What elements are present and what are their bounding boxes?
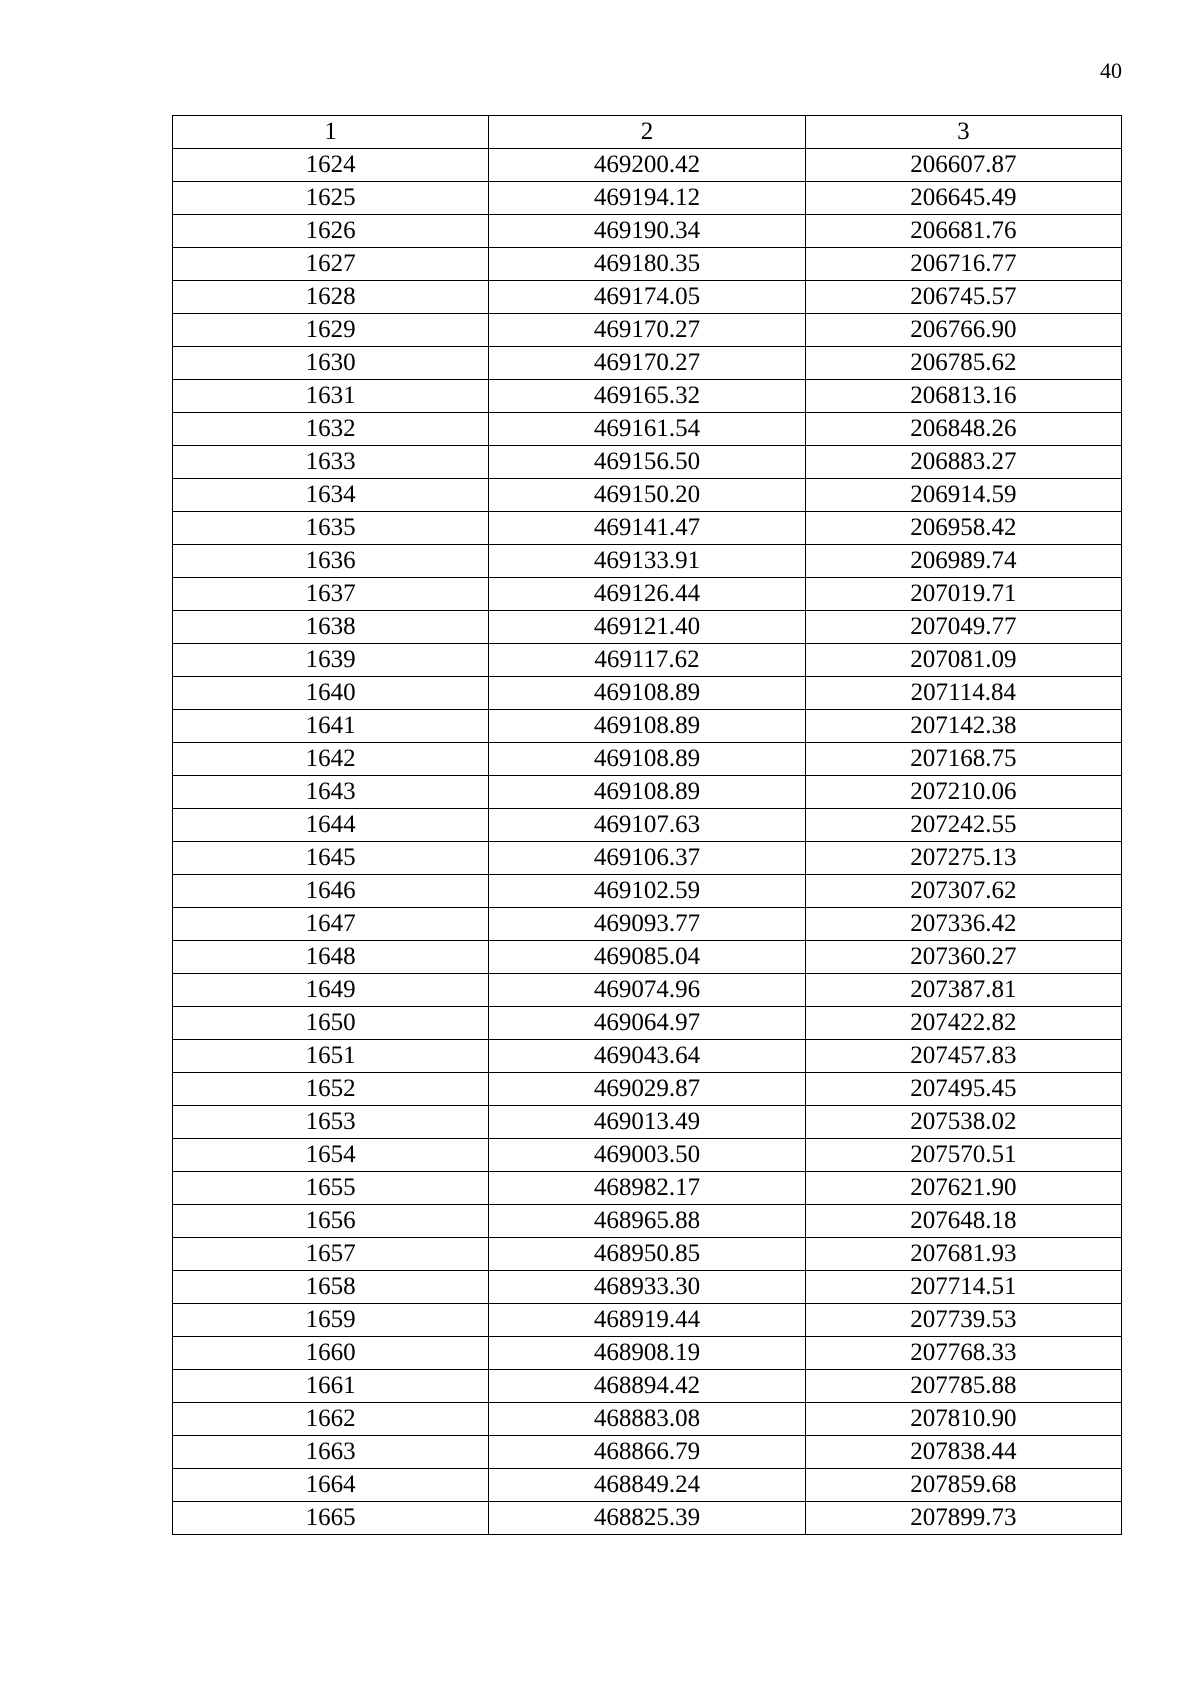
y-coordinate-cell: 207275.13 bbox=[805, 842, 1121, 875]
table-row bbox=[173, 677, 1122, 710]
table-row bbox=[173, 380, 1122, 413]
y-coordinate-cell: 206914.59 bbox=[805, 479, 1121, 512]
y-coordinate-cell: 207570.51 bbox=[805, 1139, 1121, 1172]
point-number-cell: 1637 bbox=[173, 578, 489, 611]
table-row bbox=[173, 149, 1122, 182]
table-row bbox=[173, 1139, 1122, 1172]
x-coordinate-cell: 468919.44 bbox=[489, 1304, 805, 1337]
table-row bbox=[173, 182, 1122, 215]
y-coordinate-cell: 207422.82 bbox=[805, 1007, 1121, 1040]
table-row bbox=[173, 446, 1122, 479]
point-number-cell: 1644 bbox=[173, 809, 489, 842]
point-number-cell: 1635 bbox=[173, 512, 489, 545]
x-coordinate-cell: 468825.39 bbox=[489, 1502, 805, 1535]
point-number-cell: 1631 bbox=[173, 380, 489, 413]
x-coordinate-cell: 469161.54 bbox=[489, 413, 805, 446]
table-row bbox=[173, 1007, 1122, 1040]
point-number-cell: 1643 bbox=[173, 776, 489, 809]
y-coordinate-cell: 206785.62 bbox=[805, 347, 1121, 380]
point-number-cell: 1640 bbox=[173, 677, 489, 710]
x-coordinate-cell: 468933.30 bbox=[489, 1271, 805, 1304]
table-row bbox=[173, 479, 1122, 512]
x-coordinate-cell: 469194.12 bbox=[489, 182, 805, 215]
x-coordinate-cell: 469093.77 bbox=[489, 908, 805, 941]
x-coordinate-cell: 469107.63 bbox=[489, 809, 805, 842]
x-coordinate-cell: 468866.79 bbox=[489, 1436, 805, 1469]
table-row bbox=[173, 1040, 1122, 1073]
point-number-cell: 1659 bbox=[173, 1304, 489, 1337]
coordinates-table bbox=[172, 115, 1122, 1535]
table-row bbox=[173, 710, 1122, 743]
x-coordinate-cell: 469108.89 bbox=[489, 710, 805, 743]
x-coordinate-cell: 469108.89 bbox=[489, 776, 805, 809]
x-coordinate-cell: 469003.50 bbox=[489, 1139, 805, 1172]
point-number-cell: 1645 bbox=[173, 842, 489, 875]
x-coordinate-cell: 469043.64 bbox=[489, 1040, 805, 1073]
y-coordinate-cell: 206813.16 bbox=[805, 380, 1121, 413]
x-coordinate-cell: 469126.44 bbox=[489, 578, 805, 611]
y-coordinate-cell: 207210.06 bbox=[805, 776, 1121, 809]
point-number-cell: 1665 bbox=[173, 1502, 489, 1535]
y-coordinate-cell: 207681.93 bbox=[805, 1238, 1121, 1271]
table-row bbox=[173, 1436, 1122, 1469]
point-number-cell: 1660 bbox=[173, 1337, 489, 1370]
point-number-cell: 1647 bbox=[173, 908, 489, 941]
x-coordinate-cell: 469106.37 bbox=[489, 842, 805, 875]
point-number-cell: 1624 bbox=[173, 149, 489, 182]
y-coordinate-cell: 206766.90 bbox=[805, 314, 1121, 347]
point-number-cell: 1630 bbox=[173, 347, 489, 380]
point-number-cell: 1664 bbox=[173, 1469, 489, 1502]
point-number-cell: 1641 bbox=[173, 710, 489, 743]
y-coordinate-cell: 206848.26 bbox=[805, 413, 1121, 446]
point-number-cell: 1634 bbox=[173, 479, 489, 512]
x-coordinate-cell: 469085.04 bbox=[489, 941, 805, 974]
table-row bbox=[173, 809, 1122, 842]
y-coordinate-cell: 207648.18 bbox=[805, 1205, 1121, 1238]
x-coordinate-cell: 469117.62 bbox=[489, 644, 805, 677]
x-coordinate-cell: 469029.87 bbox=[489, 1073, 805, 1106]
y-coordinate-cell: 206989.74 bbox=[805, 545, 1121, 578]
y-coordinate-cell: 206883.27 bbox=[805, 446, 1121, 479]
y-coordinate-cell: 207714.51 bbox=[805, 1271, 1121, 1304]
x-coordinate-cell: 468982.17 bbox=[489, 1172, 805, 1205]
point-number-cell: 1638 bbox=[173, 611, 489, 644]
x-coordinate-cell: 469108.89 bbox=[489, 743, 805, 776]
table-row bbox=[173, 875, 1122, 908]
point-number-cell: 1650 bbox=[173, 1007, 489, 1040]
table-row bbox=[173, 1370, 1122, 1403]
x-coordinate-cell: 469064.97 bbox=[489, 1007, 805, 1040]
x-coordinate-cell: 468908.19 bbox=[489, 1337, 805, 1370]
table-header bbox=[173, 116, 1122, 149]
table-row bbox=[173, 974, 1122, 1007]
x-coordinate-cell: 469170.27 bbox=[489, 347, 805, 380]
y-coordinate-cell: 207142.38 bbox=[805, 710, 1121, 743]
table-row bbox=[173, 545, 1122, 578]
point-number-cell: 1639 bbox=[173, 644, 489, 677]
table-row bbox=[173, 413, 1122, 446]
y-coordinate-cell: 207387.81 bbox=[805, 974, 1121, 1007]
table-row bbox=[173, 1403, 1122, 1436]
table-row bbox=[173, 1238, 1122, 1271]
x-coordinate-cell: 468894.42 bbox=[489, 1370, 805, 1403]
point-number-cell: 1649 bbox=[173, 974, 489, 1007]
y-coordinate-cell: 207049.77 bbox=[805, 611, 1121, 644]
table-row bbox=[173, 578, 1122, 611]
point-number-cell: 1656 bbox=[173, 1205, 489, 1238]
table-row bbox=[173, 1337, 1122, 1370]
x-coordinate-cell: 469200.42 bbox=[489, 149, 805, 182]
point-number-cell: 1632 bbox=[173, 413, 489, 446]
table-row bbox=[173, 248, 1122, 281]
table-row bbox=[173, 1271, 1122, 1304]
table-row bbox=[173, 611, 1122, 644]
table-row bbox=[173, 347, 1122, 380]
table-row bbox=[173, 1172, 1122, 1205]
y-coordinate-cell: 206681.76 bbox=[805, 215, 1121, 248]
point-number-cell: 1655 bbox=[173, 1172, 489, 1205]
x-coordinate-cell: 469174.05 bbox=[489, 281, 805, 314]
point-number-cell: 1642 bbox=[173, 743, 489, 776]
point-number-cell: 1646 bbox=[173, 875, 489, 908]
column-header-1: 1 bbox=[173, 116, 489, 149]
page-number: 40 bbox=[1100, 58, 1122, 83]
y-coordinate-cell: 207360.27 bbox=[805, 941, 1121, 974]
table-row bbox=[173, 1205, 1122, 1238]
point-number-cell: 1626 bbox=[173, 215, 489, 248]
x-coordinate-cell: 469108.89 bbox=[489, 677, 805, 710]
x-coordinate-cell: 469180.35 bbox=[489, 248, 805, 281]
point-number-cell: 1625 bbox=[173, 182, 489, 215]
point-number-cell: 1663 bbox=[173, 1436, 489, 1469]
table-row bbox=[173, 908, 1122, 941]
x-coordinate-cell: 468950.85 bbox=[489, 1238, 805, 1271]
x-coordinate-cell: 469150.20 bbox=[489, 479, 805, 512]
table-row bbox=[173, 1304, 1122, 1337]
table-row bbox=[173, 512, 1122, 545]
table-row bbox=[173, 215, 1122, 248]
point-number-cell: 1654 bbox=[173, 1139, 489, 1172]
point-number-cell: 1636 bbox=[173, 545, 489, 578]
point-number-cell: 1658 bbox=[173, 1271, 489, 1304]
table-body bbox=[173, 149, 1122, 1535]
x-coordinate-cell: 468965.88 bbox=[489, 1205, 805, 1238]
y-coordinate-cell: 207538.02 bbox=[805, 1106, 1121, 1139]
y-coordinate-cell: 207899.73 bbox=[805, 1502, 1121, 1535]
y-coordinate-cell: 206607.87 bbox=[805, 149, 1121, 182]
x-coordinate-cell: 469074.96 bbox=[489, 974, 805, 1007]
x-coordinate-cell: 469156.50 bbox=[489, 446, 805, 479]
x-coordinate-cell: 469121.40 bbox=[489, 611, 805, 644]
column-header-2: 2 bbox=[489, 116, 805, 149]
y-coordinate-cell: 207019.71 bbox=[805, 578, 1121, 611]
point-number-cell: 1648 bbox=[173, 941, 489, 974]
x-coordinate-cell: 469102.59 bbox=[489, 875, 805, 908]
table-row bbox=[173, 842, 1122, 875]
y-coordinate-cell: 207081.09 bbox=[805, 644, 1121, 677]
x-coordinate-cell: 468849.24 bbox=[489, 1469, 805, 1502]
x-coordinate-cell: 469133.91 bbox=[489, 545, 805, 578]
point-number-cell: 1653 bbox=[173, 1106, 489, 1139]
y-coordinate-cell: 207495.45 bbox=[805, 1073, 1121, 1106]
y-coordinate-cell: 206716.77 bbox=[805, 248, 1121, 281]
column-header-3: 3 bbox=[805, 116, 1121, 149]
point-number-cell: 1651 bbox=[173, 1040, 489, 1073]
table-row bbox=[173, 281, 1122, 314]
y-coordinate-cell: 206745.57 bbox=[805, 281, 1121, 314]
header-row bbox=[173, 116, 1122, 149]
point-number-cell: 1662 bbox=[173, 1403, 489, 1436]
table-row bbox=[173, 1469, 1122, 1502]
table-row bbox=[173, 314, 1122, 347]
y-coordinate-cell: 207785.88 bbox=[805, 1370, 1121, 1403]
y-coordinate-cell: 207242.55 bbox=[805, 809, 1121, 842]
x-coordinate-cell: 468883.08 bbox=[489, 1403, 805, 1436]
point-number-cell: 1657 bbox=[173, 1238, 489, 1271]
x-coordinate-cell: 469013.49 bbox=[489, 1106, 805, 1139]
y-coordinate-cell: 207859.68 bbox=[805, 1469, 1121, 1502]
y-coordinate-cell: 207114.84 bbox=[805, 677, 1121, 710]
point-number-cell: 1627 bbox=[173, 248, 489, 281]
y-coordinate-cell: 207307.62 bbox=[805, 875, 1121, 908]
y-coordinate-cell: 207336.42 bbox=[805, 908, 1121, 941]
y-coordinate-cell: 207168.75 bbox=[805, 743, 1121, 776]
table-row bbox=[173, 1073, 1122, 1106]
point-number-cell: 1661 bbox=[173, 1370, 489, 1403]
table-row bbox=[173, 644, 1122, 677]
table-row bbox=[173, 941, 1122, 974]
point-number-cell: 1652 bbox=[173, 1073, 489, 1106]
table-row bbox=[173, 1502, 1122, 1535]
x-coordinate-cell: 469170.27 bbox=[489, 314, 805, 347]
point-number-cell: 1633 bbox=[173, 446, 489, 479]
x-coordinate-cell: 469141.47 bbox=[489, 512, 805, 545]
y-coordinate-cell: 207838.44 bbox=[805, 1436, 1121, 1469]
y-coordinate-cell: 207810.90 bbox=[805, 1403, 1121, 1436]
x-coordinate-cell: 469165.32 bbox=[489, 380, 805, 413]
x-coordinate-cell: 469190.34 bbox=[489, 215, 805, 248]
table-row bbox=[173, 776, 1122, 809]
point-number-cell: 1628 bbox=[173, 281, 489, 314]
y-coordinate-cell: 207621.90 bbox=[805, 1172, 1121, 1205]
point-number-cell: 1629 bbox=[173, 314, 489, 347]
y-coordinate-cell: 207457.83 bbox=[805, 1040, 1121, 1073]
y-coordinate-cell: 207739.53 bbox=[805, 1304, 1121, 1337]
y-coordinate-cell: 206958.42 bbox=[805, 512, 1121, 545]
y-coordinate-cell: 206645.49 bbox=[805, 182, 1121, 215]
table-row bbox=[173, 743, 1122, 776]
table-row bbox=[173, 1106, 1122, 1139]
y-coordinate-cell: 207768.33 bbox=[805, 1337, 1121, 1370]
